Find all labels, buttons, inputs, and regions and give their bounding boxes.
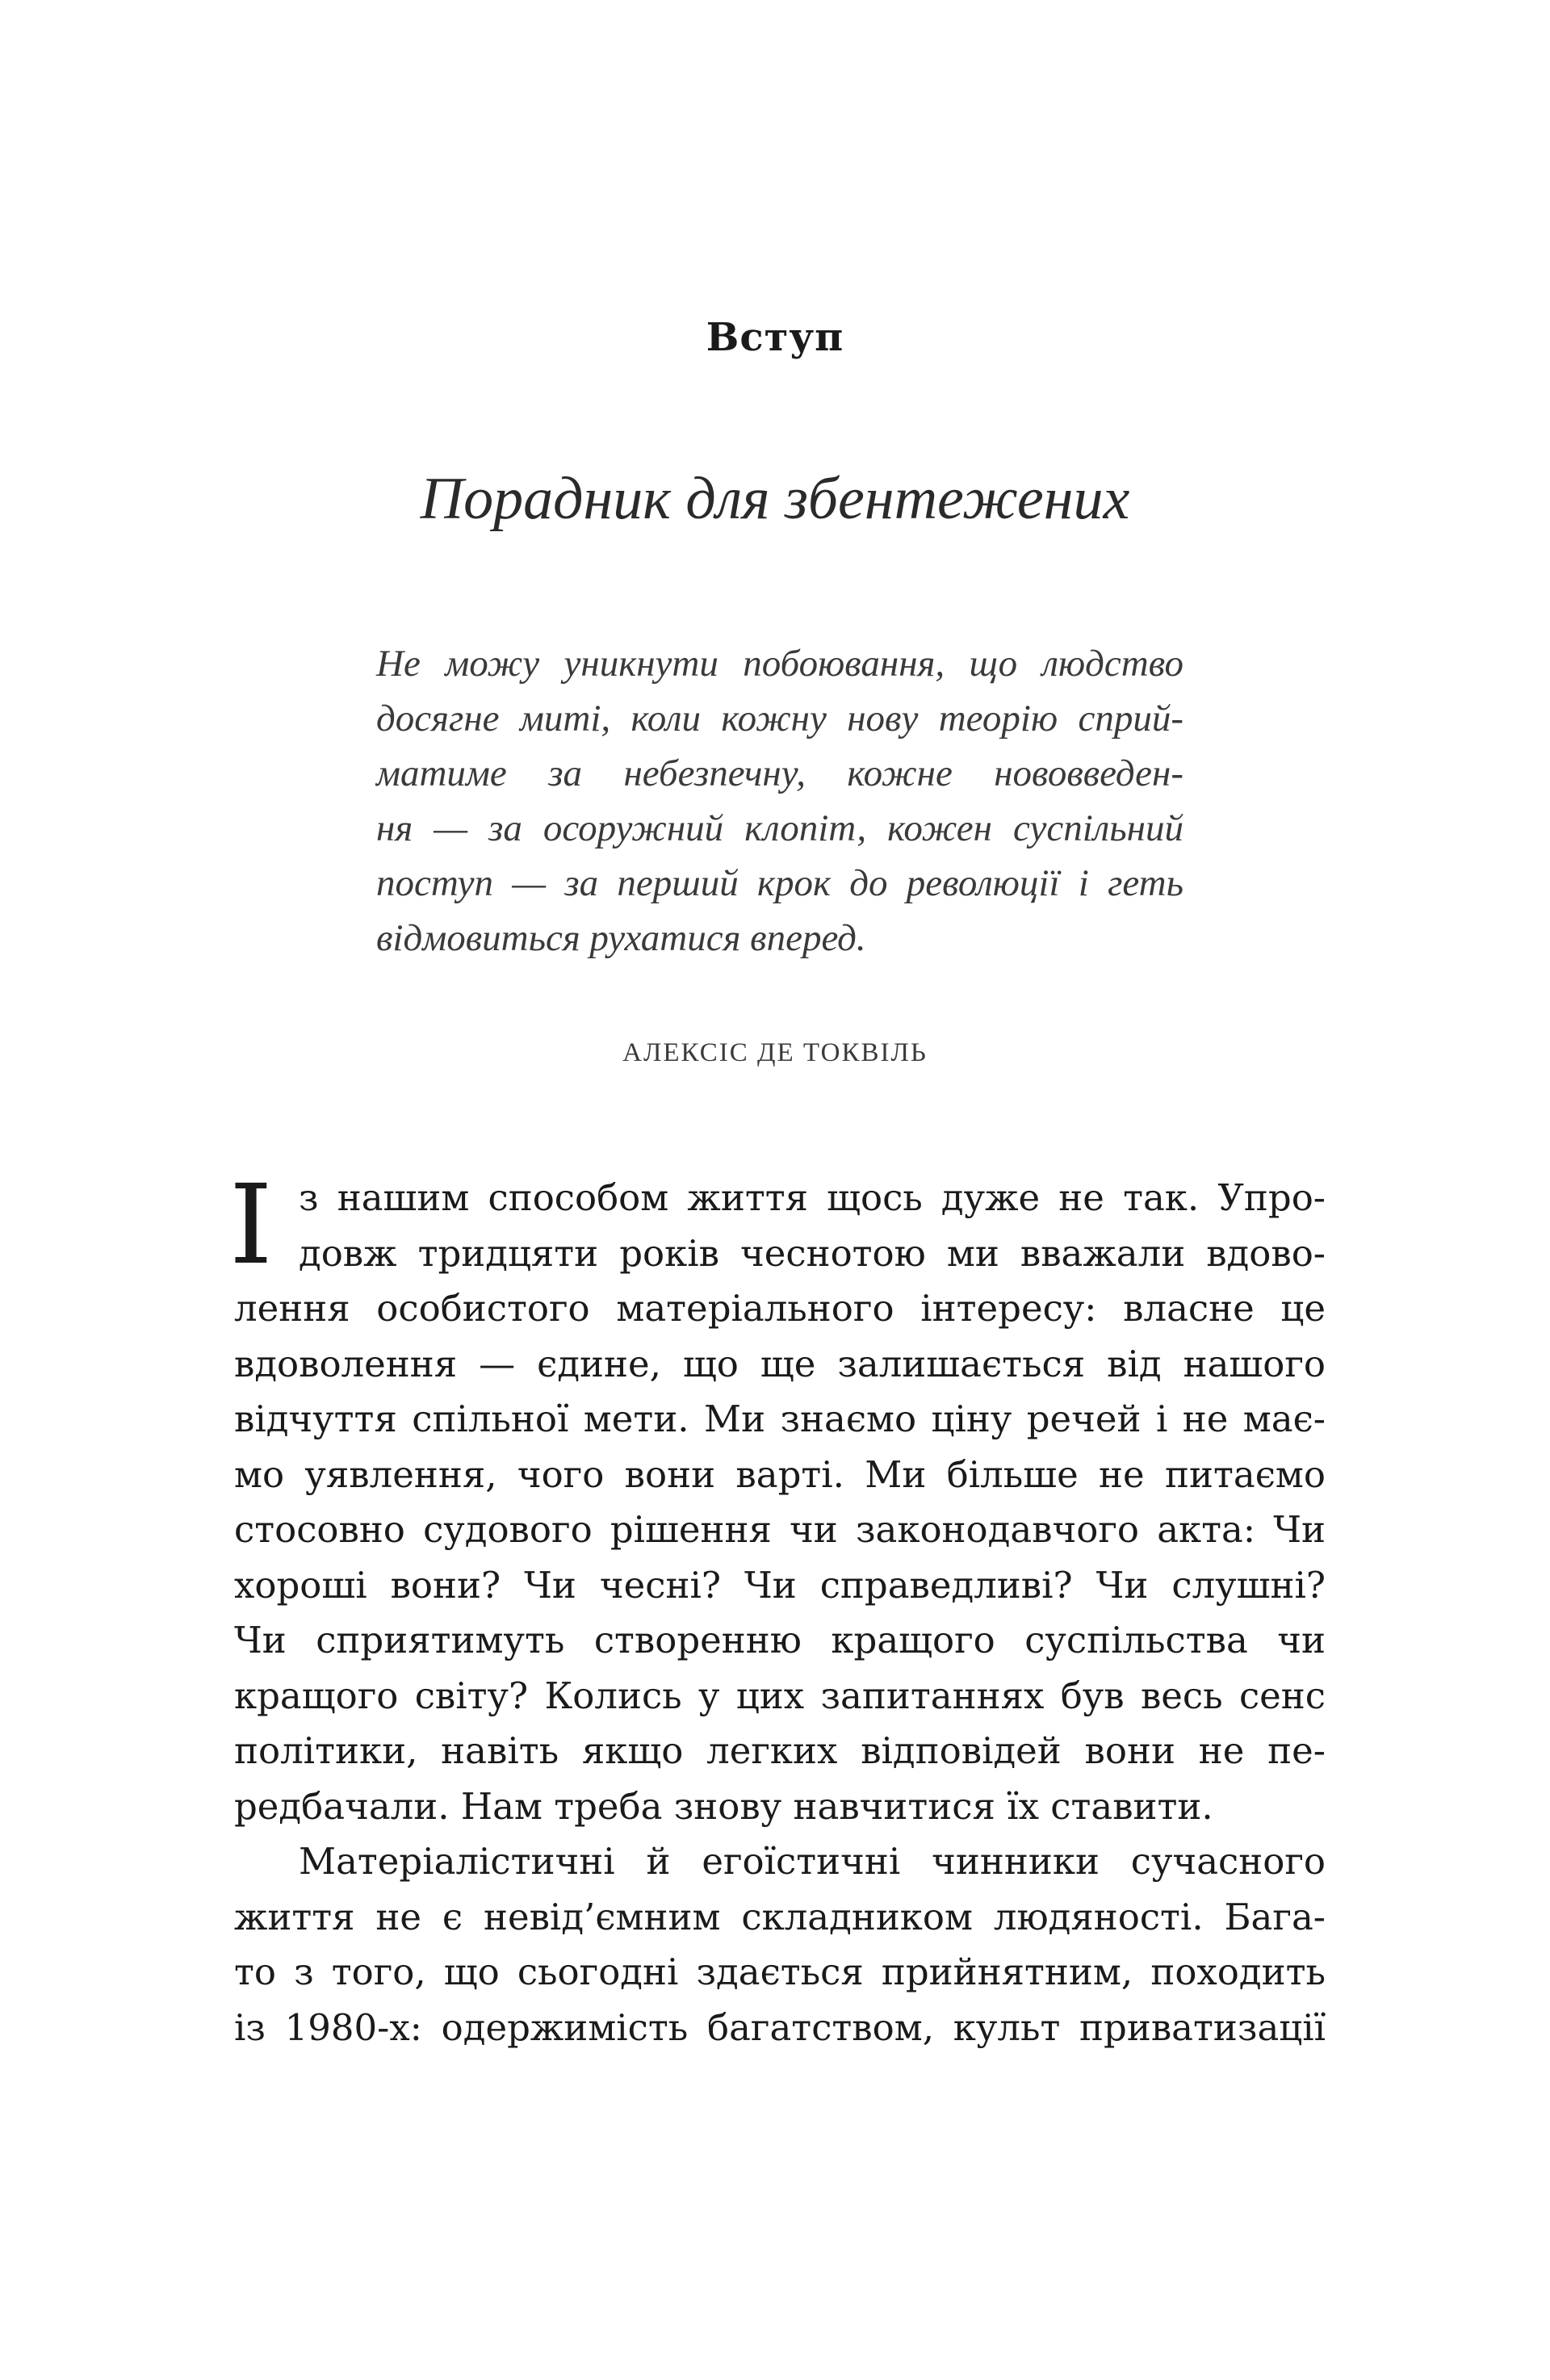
epigraph-line: досягне миті, коли кожну нову теорію сприй- (376, 698, 1183, 740)
epigraph-line: матиме за небезпечну, кожне нововведен- (376, 752, 1183, 794)
epigraph-line: ня — за осоружний клопіт, кожен суспільний (376, 807, 1183, 849)
body-line: довж тридцяти років чеснотою ми вважали вдово- (299, 1231, 1326, 1275)
chapter-label: Вступ (706, 315, 844, 360)
body-line: хороші вони? Чи чесні? Чи справедливі? Чи слушні? (234, 1563, 1326, 1607)
body-line: то з того, що сьогодні здається прийнятним, походить (234, 1951, 1326, 1993)
body-line: лення особистого матеріального інтересу: власне це (234, 1287, 1326, 1330)
body-line: кращого світу? Колись у цих запитаннях був весь сенс (234, 1674, 1326, 1717)
body-line: із 1980-х: одержимість багатством, культ приватизації (234, 2005, 1326, 2049)
chapter-title: Порадник для збентежених (420, 466, 1130, 532)
epigraph-line: відмовиться рухатися вперед. (376, 917, 866, 959)
body-line: відчуття спільної мети. Ми знаємо ціну речей і не має- (234, 1397, 1326, 1440)
epigraph-line: Не можу уникнути побоювання, що людство (376, 643, 1183, 685)
body-line: політики, навіть якщо легких відповідей вони не пе- (234, 1729, 1326, 1772)
epigraph-line: поступ — за перший крок до революції і геть (376, 862, 1183, 904)
body-line: мо уявлення, чого вони варті. Ми більше не питаємо (234, 1452, 1326, 1496)
body-line: Чи сприятимуть створенню кращого суспільства чи (234, 1619, 1326, 1661)
body-line: редбачали. Нам треба знову навчитися їх ставити. (234, 1784, 1213, 1828)
epigraph-author: АЛЕКСІС ДЕ ТОКВІЛЬ (622, 1038, 928, 1067)
body-line: вдоволення — єдине, що ще залишається від нашого (234, 1342, 1326, 1385)
body-line: життя не є невід’ємним складником людяності. Бага- (234, 1895, 1326, 1938)
body-line: з нашим способом життя щось дуже не так. Упро- (299, 1176, 1326, 1219)
body-line: стосовно судового рішення чи законодавчого акта: Чи (234, 1508, 1326, 1551)
body-text (234, 1171, 1326, 2055)
body-line: Матеріалістичні й егоїстичні чинники сучасного (299, 1840, 1326, 1883)
epigraph (376, 636, 1183, 966)
drop-cap: І (229, 1162, 273, 1289)
